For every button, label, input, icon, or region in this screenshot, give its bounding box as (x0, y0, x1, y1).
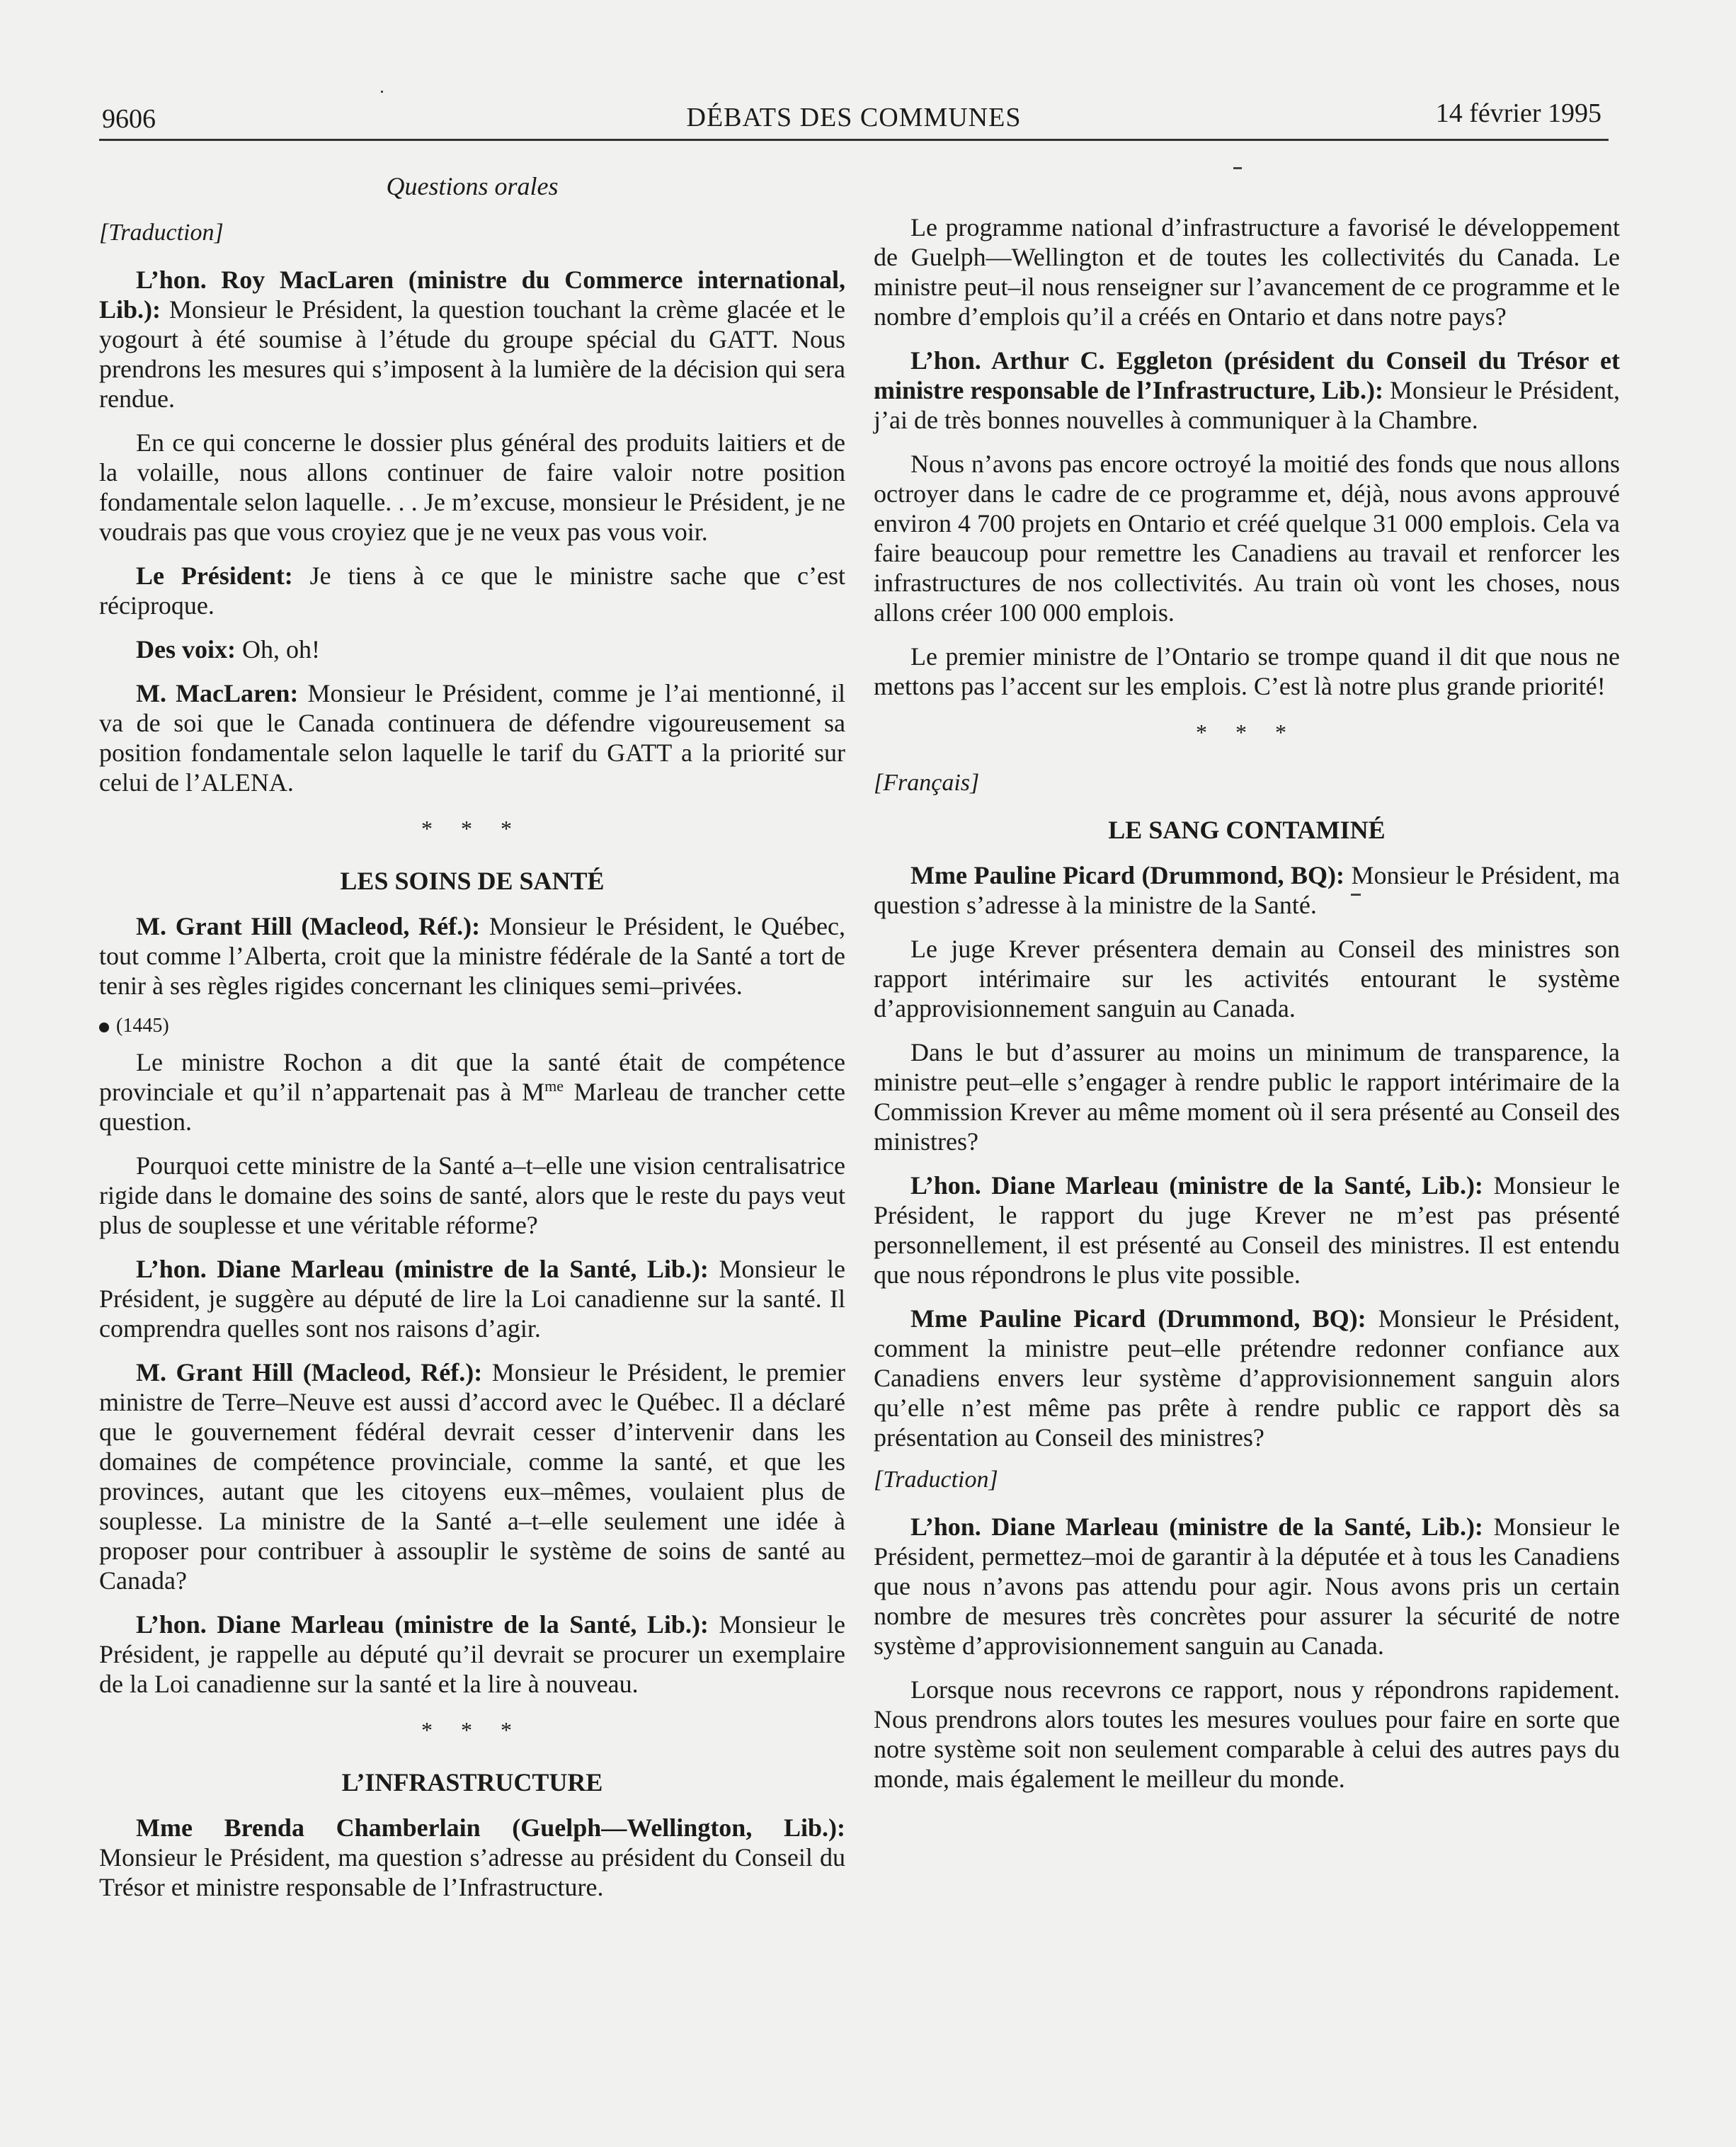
right-column (874, 212, 1620, 1808)
paragraph (99, 634, 845, 664)
speech-text: Monsieur le Président, permettez–moi de garantir à la députée et à tous les Canadiens que nous n’avons pas attendu pour agir. Nous avons pris un certain nombre de mesures très concrètes pour assurer la sécurité de notre système d’approvisionnement sanguin au Canada. (874, 1513, 1621, 1660)
scan-speck (1351, 894, 1361, 896)
speaker-name: L’hon. Diane Marleau (ministre de la Santé, Lib.): (910, 1513, 1483, 1541)
section-label: Questions orales (386, 172, 559, 200)
speech-text: Monsieur le Président, ma question s’adresse au président du Conseil du Trésor et ministre responsable de l’Infrastructure. (99, 1843, 845, 1901)
speech-text: Monsieur le Président, la question touchant la crème glacée et le yogourt à été soumise à l’étude du groupe spécial du GATT. Nous prendrons les mesures qui s’imposent à la lumière de la décision qui sera rendue. (99, 295, 845, 413)
paragraph (874, 860, 1620, 920)
section-heading: LES SOINS DE SANTÉ (340, 867, 605, 895)
translation-tag (874, 1467, 1620, 1493)
speaker-name: Des voix: (136, 635, 236, 664)
paragraph (99, 265, 845, 414)
scan-speck (381, 91, 383, 93)
section-separator: * * * (421, 1717, 523, 1743)
paragraph: Dans le but d’assurer au moins un minimum de transparence, la ministre peut–elle s’engager à rendre public le rapport intérimaire de la Commission Krever au même moment où il sera présenté au Conseil des ministres? (874, 1038, 1620, 1156)
paragraph (99, 1813, 845, 1902)
scan-speck (1233, 167, 1242, 169)
speaker-name: M. Grant Hill (Macleod, Réf.): (136, 1358, 483, 1386)
paragraph (874, 1171, 1620, 1289)
paragraph (874, 1304, 1620, 1452)
speech-text: Monsieur le Président, ma question s’adresse à la ministre de la Santé. (874, 861, 1620, 919)
speaker-name: L’hon. Diane Marleau (ministre de la Santé, Lib.): (136, 1610, 709, 1639)
section-heading: L’INFRASTRUCTURE (341, 1768, 603, 1796)
speech-text: Marleau de trancher cette question. (99, 1078, 845, 1136)
time-marker-text: (1445) (116, 1015, 169, 1037)
paragraph (874, 346, 1620, 435)
paragraph (99, 678, 845, 797)
bullet-icon (99, 1023, 109, 1032)
section-separator: * * * (1196, 719, 1298, 745)
speech-text: Je tiens à ce que le ministre sache que c’est réciproque. (99, 562, 845, 620)
speech-text: Oh, oh! (235, 635, 320, 664)
superscript: me (544, 1077, 564, 1095)
speaker-name: Mme Brenda Chamberlain (Guelph—Wellington, Lib.): (136, 1813, 845, 1842)
speaker-name: Le Président: (136, 562, 293, 590)
speaker-name: Mme Pauline Picard (Drummond, BQ): (910, 861, 1344, 889)
publication-title: DÉBATS DES COMMUNES (686, 103, 1022, 132)
speech-text: Monsieur le Président, le premier ministre de Terre–Neuve est aussi d’accord avec le Québec. Il a déclaré que le gouvernement fédéral devrait cesser d’intervenir dans les domaines de compétence provinciale, comme la santé, et que les provinces, autant que les citoyens eux–mêmes, voulaient plus de souplesse. La ministre de la Santé a–t–elle seulement une idée à proposer pour contribuer à assouplir le système de soins de santé au Canada? (99, 1358, 845, 1595)
paragraph: En ce qui concerne le dossier plus général des produits laitiers et de la volaille, nous allons continuer de faire valoir notre position fondamentale selon laquelle. . . Je m’excuse, monsieur le Président, je ne voudrais pas que vous croyiez que je ne veux pas vous voir. (99, 428, 845, 546)
paragraph: Le juge Krever présentera demain au Conseil des ministres son rapport intérimaire sur les activités entourant le système d’approvisionnement sanguin au Canada. (874, 935, 1620, 1023)
paragraph (99, 561, 845, 620)
speaker-name: L’hon. Roy MacLaren (ministre du Commerce international, Lib.): (99, 266, 845, 324)
paragraph: Pourquoi cette ministre de la Santé a–t–elle une vision centralisatrice rigide dans le domaine des soins de santé, alors que le reste du pays veut plus de souplesse et une véritable réforme? (99, 1151, 845, 1239)
section-separator: * * * (421, 816, 523, 841)
speech-text: Monsieur le Président, le rapport du juge Krever ne m’est pas présenté personnellement, il est présenté au Conseil des ministres. Il est entendu que nous répondrons le plus vite possible. (874, 1171, 1621, 1289)
section-heading: LE SANG CONTAMINÉ (1108, 816, 1386, 844)
paragraph (99, 1047, 845, 1137)
translation-tag (99, 220, 845, 246)
speech-text: Monsieur le Président, je suggère au député de lire la Loi canadienne sur la santé. Il comprendra quelles sont nos raisons d’agir. (99, 1255, 846, 1343)
paragraph (99, 1357, 845, 1595)
speaker-name: L’hon. Arthur C. Eggleton (président du Conseil du Trésor et ministre responsable de l’Infrastructure, Lib.): (874, 346, 1620, 404)
paragraph (99, 1254, 845, 1343)
speaker-name: L’hon. Diane Marleau (ministre de la Santé, Lib.): (136, 1255, 709, 1283)
speaker-name: Mme Pauline Picard (Drummond, BQ): (910, 1304, 1366, 1333)
page-date: 14 février 1995 (1435, 98, 1601, 128)
translation-tag-text: [Traduction] (99, 220, 224, 246)
page-header (99, 98, 1609, 140)
translation-tag-text: [Traduction] (874, 1467, 998, 1493)
speaker-name: M. Grant Hill (Macleod, Réf.): (136, 912, 481, 940)
paragraph: Le premier ministre de l’Ontario se trompe quand il dit que nous ne mettons pas l’accent sur les emplois. C’est là notre plus grande priorité! (874, 642, 1620, 700)
speech-text: Monsieur le Président, le Québec, tout comme l’Alberta, croit que la ministre fédérale de la Santé a tort de tenir à ses règles rigides concernant les cliniques semi–privées. (99, 912, 845, 1000)
page-number: 9606 (102, 104, 156, 134)
time-marker (99, 1015, 845, 1037)
header-rule (99, 139, 1609, 141)
speaker-name: M. MacLaren: (136, 679, 299, 707)
speech-text: Monsieur le Président, j’ai de très bonnes nouvelles à communiquer à la Chambre. (874, 376, 1621, 434)
paragraph (99, 911, 845, 1001)
paragraph: Le programme national d’infrastructure a favorisé le développement de Guelph—Wellington et de toutes les collectivités du Canada. Le ministre peut–il nous renseigner sur l’avancement de ce programme et le nombre d’emplois qu’il a créés en Ontario et dans notre pays? (874, 213, 1620, 331)
paragraph (99, 1610, 845, 1699)
speech-text: Monsieur le Président, je rappelle au député qu’il devrait se procurer un exemplaire de la Loi canadienne sur la santé et la lire à nouveau. (99, 1610, 846, 1698)
left-column (99, 166, 845, 1916)
paragraph (874, 1512, 1620, 1661)
paragraph: Lorsque nous recevrons ce rapport, nous y répondrons rapidement. Nous prendrons alors toutes les mesures voulues pour faire en sorte que notre système soit non seulement comparable à celui des autres pays du monde, mais également le meilleur du monde. (874, 1675, 1620, 1793)
speech-text: Monsieur le Président, comment la ministre peut–elle prétendre redonner confiance aux Canadiens envers leur système d’approvisionnement sanguin alors qu’elle n’est même pas prête à rendre public ce rapport dès sa présentation au Conseil des ministres? (874, 1304, 1620, 1452)
language-tag (874, 770, 1620, 797)
speaker-name: L’hon. Diane Marleau (ministre de la Santé, Lib.): (910, 1171, 1483, 1200)
speech-text: Le ministre Rochon a dit que la santé était de compétence provinciale et qu’il n’appartenait pas à M (99, 1048, 845, 1106)
language-tag-text: [Français] (874, 770, 980, 796)
speech-text: Monsieur le Président, comme je l’ai mentionné, il va de soi que le Canada continuera de défendre vigoureusement sa position fondamentale selon laquelle le tarif du GATT a la priorité sur celui de l’ALENA. (99, 679, 846, 797)
paragraph: Nous n’avons pas encore octroyé la moitié des fonds que nous allons octroyer dans le cadre de ce programme et, déjà, nous avons approuvé environ 4 700 projets en Ontario et créé quelque 31 000 emplois. Cela va faire beaucoup pour remettre les Canadiens au travail et renforcer les infrastructures de nos collectivités. Au train où vont les choses, nous allons créer 100 000 emplois. (874, 450, 1620, 627)
